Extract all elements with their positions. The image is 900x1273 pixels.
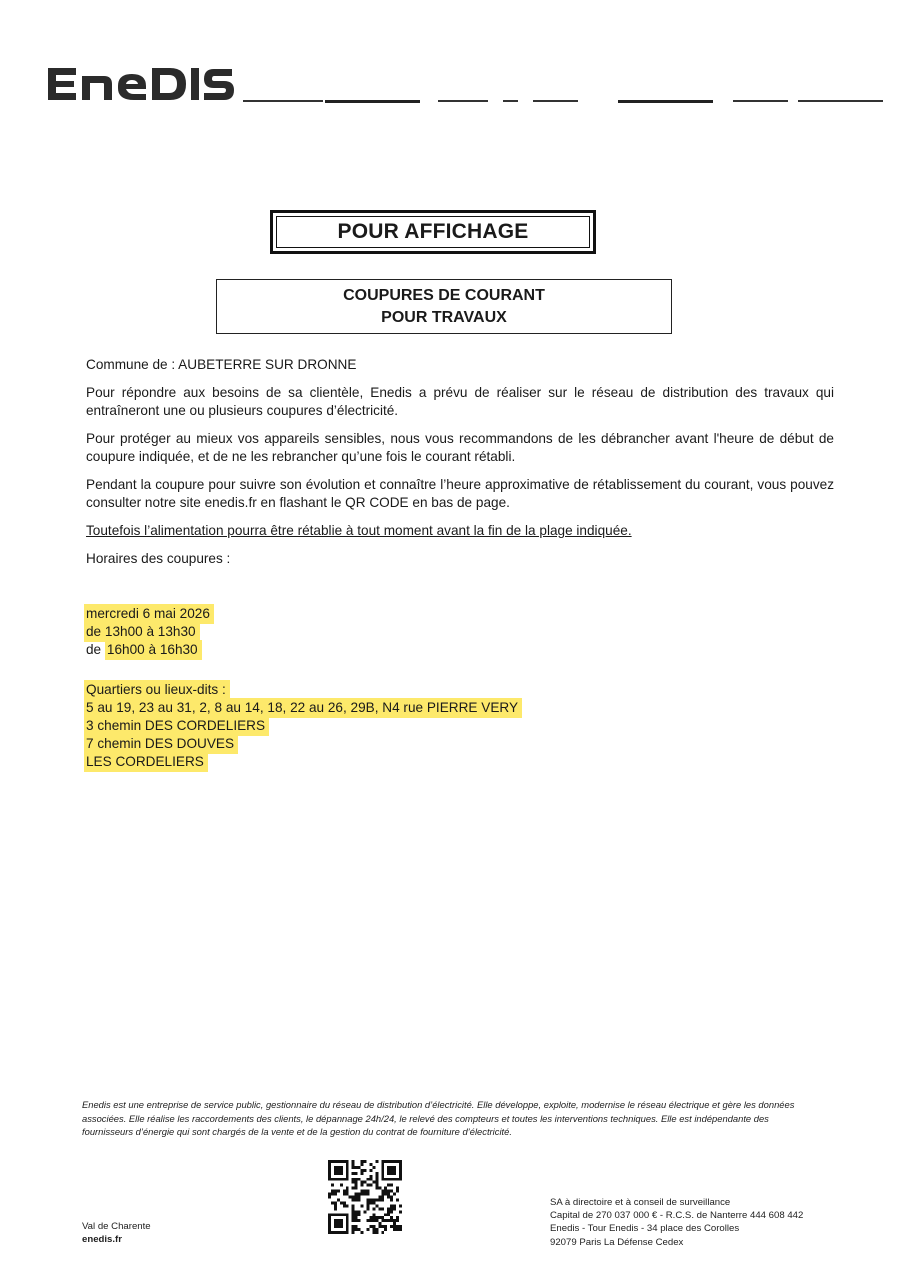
paragraph-recommendation: Pour protéger au mieux vos appareils sensibles, nous vous recommandons de les débrancher avant l'heure de début de coupure indiquée, et de ne les rebrancher qu’une fois le courant rétabli. [86, 431, 834, 464]
schedule-slot-2-prefix: de [86, 642, 102, 657]
coupures-title-line1: COUPURES DE COURANT [343, 286, 545, 304]
schedule-slot-1: de 13h00 à 13h30 [84, 622, 200, 642]
schedule-date: mercredi 6 mai 2026 [84, 604, 214, 624]
company-info-line: 92079 Paris La Défense Cedex [550, 1236, 684, 1248]
schedule-block [84, 604, 214, 658]
locations-label: Quartiers ou lieux-dits : [84, 680, 230, 700]
company-info-line: Capital de 270 037 000 € - R.C.S. de Nanterre 444 608 442 [550, 1210, 804, 1222]
schedule-slot-2: 16h00 à 16h30 [105, 640, 202, 660]
footer-website[interactable]: enedis.fr [82, 1234, 122, 1245]
pour-affichage-box [270, 210, 596, 254]
location-item: 5 au 19, 23 au 31, 2, 8 au 14, 18, 22 au 26, 29B, N4 rue PIERRE VERY [84, 698, 522, 718]
company-info-line: Enedis - Tour Enedis - 34 place des Corolles [550, 1223, 740, 1235]
locations-block [84, 680, 522, 770]
company-info-line: SA à directoire et à conseil de surveillance [550, 1197, 731, 1208]
commune-line: Commune de : AUBETERRE SUR DRONNE [86, 357, 357, 372]
paragraph-qr-info: Pendant la coupure pour suivre son évolution et connaître l’heure approximative de rétablissement du courant, vous pouvez consulter notre site enedis.fr en flashant le QR CODE en bas de page. [86, 477, 834, 510]
footer-region: Val de Charente [82, 1221, 151, 1232]
header-rule [243, 100, 883, 103]
coupures-title-box [216, 279, 672, 334]
enedis-logo-mark [46, 64, 236, 104]
coupures-title-line2: POUR TRAVAUX [381, 308, 507, 326]
warning-line: Toutefois l’alimentation pourra être rétablie à tout moment avant la fin de la plage indiquée. [86, 523, 632, 538]
qr-code[interactable] [328, 1160, 402, 1234]
location-item: 3 chemin DES CORDELIERS [84, 716, 269, 736]
paragraph-intro: Pour répondre aux besoins de sa clientèle, Enedis a prévu de réaliser sur le réseau de distribution des travaux qui entraîneront une ou plusieurs coupures d’électricité. [86, 385, 834, 418]
warning-line-wrap [86, 522, 834, 540]
pour-affichage-title: POUR AFFICHAGE [276, 216, 590, 248]
enedis-logo [46, 64, 236, 104]
legal-notice: Enedis est une entreprise de service public, gestionnaire du réseau de distribution d’électricité. Elle développe, exploite, modernise le réseau électrique et gère les données associées. Elle réalise les raccordements des clients, le dépannage 24h/24, le relevé des compteurs et toutes les interventions techniques. Elle est indépendante des fournisseurs d’énergie qui sont chargés de la vente et de la gestion du contrat de fourniture d’électricité. [82, 1099, 795, 1137]
footer-left [82, 1220, 151, 1246]
location-item: 7 chemin DES DOUVES [84, 734, 238, 754]
company-info [550, 1196, 803, 1249]
location-item: LES CORDELIERS [84, 752, 208, 772]
horaires-label: Horaires des coupures : [86, 551, 231, 566]
qr-code-icon [328, 1160, 402, 1234]
